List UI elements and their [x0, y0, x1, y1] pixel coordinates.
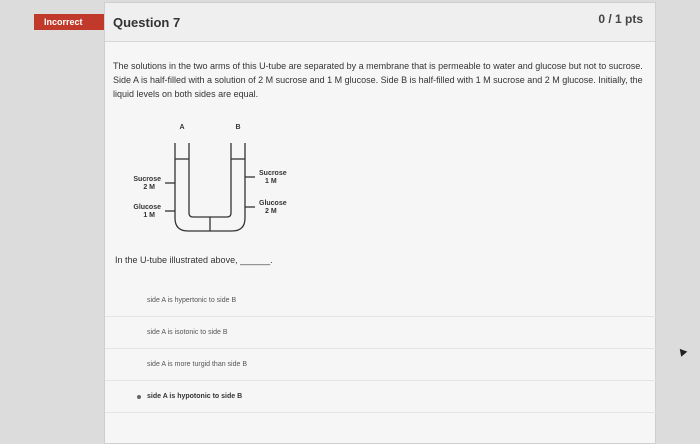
answer-label: side A is more turgid than side B — [147, 361, 247, 368]
right-glucose-conc: 2 M — [265, 208, 277, 215]
answer-option[interactable] — [105, 349, 657, 381]
mouse-cursor-icon — [677, 346, 688, 357]
answer-option-selected[interactable] — [105, 381, 657, 413]
right-glucose-label: Glucose — [259, 200, 287, 207]
label-a: A — [179, 124, 185, 131]
answer-label: side A is isotonic to side B — [147, 329, 228, 336]
answer-option[interactable] — [105, 285, 657, 317]
selected-radio-icon — [137, 395, 141, 399]
left-sucrose-label: Sucrose — [133, 176, 161, 183]
left-sucrose-conc: 2 M — [143, 184, 155, 191]
question-prompt: In the U-tube illustrated above, ______. — [115, 255, 273, 265]
answer-option[interactable] — [105, 317, 657, 349]
incorrect-badge: Incorrect — [34, 14, 104, 30]
question-text: The solutions in the two arms of this U-tube are separated by a membrane that is permeable to water and glucose but not to sucrose. Side A is half-filled with a solution of 2 M sucrose and 1 M glucose. Side B is half-filled with 1 M sucrose and 2 M glucose. Initially, the liquid levels on both sides are equal. — [113, 61, 643, 99]
u-tube-diagram — [115, 113, 315, 243]
question-header — [105, 3, 655, 42]
label-b: B — [235, 124, 241, 131]
left-glucose-conc: 1 M — [143, 212, 155, 219]
u-tube-inner — [189, 143, 231, 217]
question-card — [104, 2, 656, 444]
answer-label: side A is hypotonic to side B — [147, 393, 243, 400]
left-glucose-label: Glucose — [133, 204, 161, 211]
question-points: 0 / 1 pts — [598, 12, 643, 26]
right-sucrose-label: Sucrose — [259, 170, 287, 177]
answer-label: side A is hypertonic to side B — [147, 297, 237, 304]
question-title: Question 7 — [113, 15, 181, 30]
answer-options — [105, 285, 657, 413]
right-sucrose-conc: 1 M — [265, 178, 277, 185]
